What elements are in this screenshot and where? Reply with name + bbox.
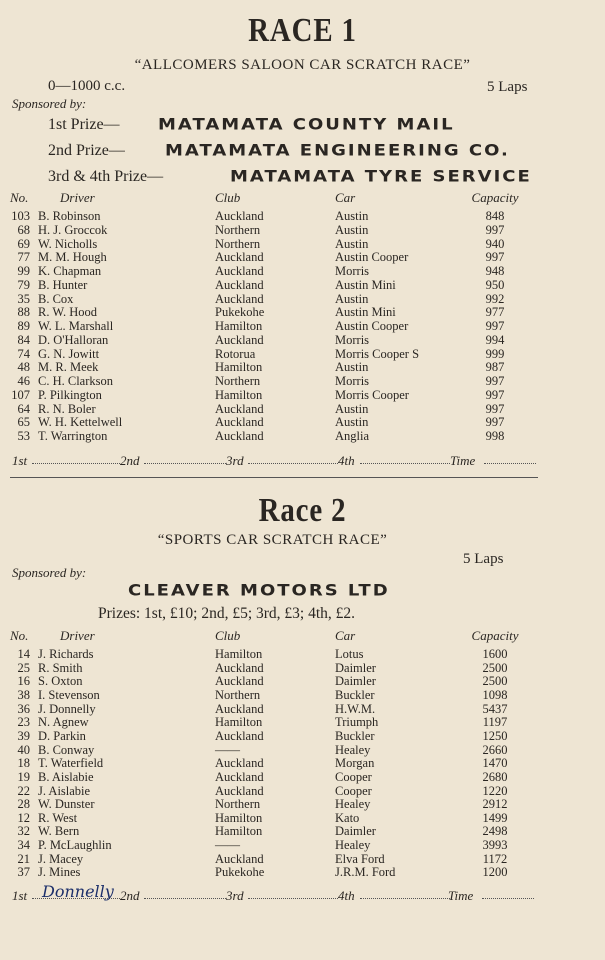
entry-capacity: 994 xyxy=(485,332,505,347)
entry-car: Lotus xyxy=(335,647,364,661)
entry-capacity: 997 xyxy=(485,415,505,430)
entry-driver: B. Aislabie xyxy=(38,769,94,784)
entry-capacity: 999 xyxy=(485,346,505,361)
entry-capacity: 997 xyxy=(485,401,505,416)
column-header-driver: Driver xyxy=(60,628,95,643)
entry-driver: B. Conway xyxy=(38,742,95,757)
race1-header-row xyxy=(0,191,605,205)
entry-number: 48 xyxy=(17,360,30,375)
entry-row xyxy=(0,811,605,825)
entry-row xyxy=(0,661,605,675)
race2-second-field[interactable] xyxy=(144,888,226,899)
race1-title: RACE 1 xyxy=(248,12,357,49)
entry-club: Auckland xyxy=(215,728,264,743)
entry-car: Morgan xyxy=(335,756,375,771)
entry-club: Northern xyxy=(215,374,261,388)
column-header-club: Club xyxy=(215,190,241,205)
entry-number: 14 xyxy=(17,647,30,661)
entry-driver: J. Donnelly xyxy=(38,701,96,716)
race1-second-label: 2nd xyxy=(120,453,140,468)
entry-capacity: 1172 xyxy=(482,851,508,866)
entry-driver: J. Macey xyxy=(38,851,84,866)
race1-first-label: 1st xyxy=(12,453,28,468)
entry-club: Auckland xyxy=(215,769,264,784)
entry-number: 23 xyxy=(17,715,30,730)
prize-1-sponsor: MATAMATA COUNTY MAIL xyxy=(158,115,455,134)
race1-class: 0—1000 c.c. xyxy=(48,78,126,94)
entry-car: Morris xyxy=(335,264,370,278)
entry-car: Austin xyxy=(335,291,369,306)
entry-capacity: 2498 xyxy=(482,824,508,839)
entry-club: Auckland xyxy=(215,250,264,265)
entry-driver: N. Agnew xyxy=(38,715,89,730)
entry-car: Morris Cooper xyxy=(335,387,409,402)
entry-number: 53 xyxy=(17,429,30,443)
entry-row xyxy=(0,250,605,264)
entry-club: Auckland xyxy=(215,291,264,306)
race1-fourth-field[interactable] xyxy=(360,453,450,464)
entry-capacity: 2660 xyxy=(482,742,508,757)
entry-driver: C. H. Clarkson xyxy=(38,374,113,388)
entry-row xyxy=(0,784,605,798)
entry-car: Triumph xyxy=(335,715,379,730)
entry-number: 65 xyxy=(17,415,30,430)
entry-row xyxy=(0,278,605,292)
race2-sponsor: CLEAVER MOTORS LTD xyxy=(128,581,390,600)
entry-driver: W. Bern xyxy=(38,824,80,839)
entry-car: Austin Cooper xyxy=(335,319,409,333)
entry-row xyxy=(0,360,605,374)
entry-number: 16 xyxy=(17,674,30,689)
entry-row xyxy=(0,702,605,716)
entry-club: —— xyxy=(215,742,240,757)
entry-row xyxy=(0,319,605,333)
entry-number: 77 xyxy=(17,250,30,265)
entry-club: Hamilton xyxy=(215,810,263,825)
entry-row xyxy=(0,852,605,866)
entry-club: Auckland xyxy=(215,674,264,689)
entry-club: Hamilton xyxy=(215,824,263,839)
entry-row xyxy=(0,347,605,361)
entry-capacity: 1098 xyxy=(482,687,508,702)
entry-number: 69 xyxy=(17,236,30,251)
entry-row xyxy=(0,415,605,429)
entry-club: Rotorua xyxy=(215,346,256,361)
race1-third-field[interactable] xyxy=(248,453,338,464)
entry-row xyxy=(0,305,605,319)
entry-car: Morris xyxy=(335,374,370,388)
entry-driver: T. Warrington xyxy=(38,429,108,443)
entry-club: Northern xyxy=(215,797,261,812)
race2-third-label: 3rd xyxy=(226,888,244,903)
entry-capacity: 977 xyxy=(485,305,505,320)
column-header-capacity: Capacity xyxy=(471,190,519,205)
entry-number: 39 xyxy=(17,728,30,743)
entry-driver: W. L. Marshall xyxy=(38,319,114,333)
entry-car: Austin Cooper xyxy=(335,250,409,265)
entry-number: 28 xyxy=(17,797,30,812)
entry-club: Hamilton xyxy=(215,647,263,661)
entry-number: 18 xyxy=(17,756,30,771)
race2-fourth-field[interactable] xyxy=(360,888,450,899)
race1-second-field[interactable] xyxy=(144,453,226,464)
prize-2-sponsor: MATAMATA ENGINEERING CO. xyxy=(165,141,510,160)
entry-club: Hamilton xyxy=(215,360,263,375)
race1-fourth-label: 4th xyxy=(338,453,355,468)
entry-number: 36 xyxy=(17,701,30,716)
entry-capacity: 997 xyxy=(485,374,505,388)
entry-row xyxy=(0,824,605,838)
entry-capacity: 1220 xyxy=(482,783,508,798)
entry-driver: R. W. Hood xyxy=(38,305,98,320)
entry-capacity: 1470 xyxy=(482,756,508,771)
entry-number: 25 xyxy=(17,660,30,675)
entry-club: Auckland xyxy=(215,264,264,278)
entry-club: Auckland xyxy=(215,332,264,347)
entry-capacity: 997 xyxy=(485,387,505,402)
entry-car: Buckler xyxy=(335,687,375,702)
entry-row xyxy=(0,647,605,661)
column-header-club: Club xyxy=(215,628,241,643)
entry-number: 46 xyxy=(17,374,30,388)
entry-driver: J. Richards xyxy=(38,647,94,661)
column-header-number: No. xyxy=(10,628,29,643)
column-header-car: Car xyxy=(335,190,356,205)
entry-row xyxy=(0,237,605,251)
entry-club: Pukekohe xyxy=(215,305,265,320)
entry-number: 68 xyxy=(17,222,30,237)
entry-driver: J. Mines xyxy=(38,865,81,880)
entry-row xyxy=(0,743,605,757)
entry-number: 19 xyxy=(17,769,30,784)
entry-number: 12 xyxy=(17,810,30,825)
entry-capacity: 2500 xyxy=(482,660,508,675)
entry-car: Daimler xyxy=(335,660,376,675)
entry-driver: W. Dunster xyxy=(38,797,95,812)
entry-capacity: 997 xyxy=(485,319,505,333)
entry-club: Auckland xyxy=(215,783,264,798)
entry-capacity: 2500 xyxy=(482,674,508,689)
entry-row xyxy=(0,797,605,811)
entry-club: Auckland xyxy=(215,660,264,675)
entry-club: Auckland xyxy=(215,401,264,416)
entry-row xyxy=(0,264,605,278)
entry-row xyxy=(0,402,605,416)
entry-number: 40 xyxy=(17,742,30,757)
entry-car: Elva Ford xyxy=(335,851,385,866)
prize-3-label: 3rd & 4th Prize— xyxy=(48,168,164,185)
entry-capacity: 998 xyxy=(485,429,505,443)
race2-handwritten-winner: Donnelly xyxy=(42,882,114,901)
entry-capacity: 848 xyxy=(485,209,505,223)
entry-club: Auckland xyxy=(215,209,264,223)
entry-car: Austin xyxy=(335,236,369,251)
entry-car: H.W.M. xyxy=(335,701,376,716)
race1-time-field[interactable] xyxy=(484,453,536,464)
race1-subtitle: “ALLCOMERS SALOON CAR SCRATCH RACE” xyxy=(134,57,471,73)
race2-sponsored-by: Sponsored by: xyxy=(12,565,87,580)
entry-row xyxy=(0,688,605,702)
entry-driver: T. Waterfield xyxy=(38,756,104,771)
entry-club: Auckland xyxy=(215,415,264,430)
entry-number: 74 xyxy=(17,346,30,361)
entry-capacity: 948 xyxy=(485,264,505,278)
entry-car: Austin xyxy=(335,209,369,223)
entry-car: Austin xyxy=(335,222,369,237)
entry-car: Healey xyxy=(335,797,371,812)
entry-number: 21 xyxy=(17,851,30,866)
entry-capacity: 997 xyxy=(485,222,505,237)
entry-row xyxy=(0,333,605,347)
entry-club: Auckland xyxy=(215,851,264,866)
entry-number: 22 xyxy=(17,783,30,798)
entry-club: Hamilton xyxy=(215,319,263,333)
entry-car: Austin xyxy=(335,360,369,375)
race1-sponsored-by: Sponsored by: xyxy=(12,96,87,111)
entry-row xyxy=(0,429,605,443)
entry-driver: M. R. Meek xyxy=(38,360,99,375)
entry-club: Hamilton xyxy=(215,387,263,402)
entry-number: 84 xyxy=(17,332,30,347)
entry-driver: W. Nicholls xyxy=(38,236,98,251)
entry-number: 38 xyxy=(17,687,30,702)
entry-driver: R. Smith xyxy=(38,660,83,675)
entry-row xyxy=(0,674,605,688)
entry-driver: R. West xyxy=(38,810,78,825)
race2-prizes: Prizes: 1st, £10; 2nd, £5; 3rd, £3; 4th, £2. xyxy=(98,605,356,622)
entry-row xyxy=(0,292,605,306)
entry-driver: I. Stevenson xyxy=(38,687,100,702)
race2-time-field[interactable] xyxy=(482,888,534,899)
entry-club: Auckland xyxy=(215,429,264,443)
entry-driver: P. McLaughlin xyxy=(38,838,112,853)
column-header-driver: Driver xyxy=(60,190,95,205)
entry-car: Daimler xyxy=(335,674,376,689)
entry-capacity: 997 xyxy=(485,250,505,265)
entry-capacity: 940 xyxy=(485,236,505,251)
section-divider xyxy=(10,477,538,478)
entry-capacity: 1499 xyxy=(482,810,508,825)
prize-3-sponsor: MATAMATA TYRE SERVICE xyxy=(230,167,532,186)
entry-driver: S. Oxton xyxy=(38,674,83,689)
entry-capacity: 5437 xyxy=(482,701,508,716)
entry-number: 64 xyxy=(17,401,30,416)
entry-car: Morris Cooper S xyxy=(335,346,420,361)
entry-row xyxy=(0,374,605,388)
entry-car: Anglia xyxy=(335,429,370,443)
race2-second-label: 2nd xyxy=(120,888,140,903)
entry-capacity: 987 xyxy=(485,360,505,375)
entry-car: Cooper xyxy=(335,769,372,784)
entry-car: Buckler xyxy=(335,728,375,743)
race1-laps: 5 Laps xyxy=(487,79,528,95)
entry-driver: J. Aislabie xyxy=(38,783,91,798)
race2-time-label: Time xyxy=(448,888,474,903)
entry-number: 89 xyxy=(17,319,30,333)
entry-row xyxy=(0,388,605,402)
entry-club: Auckland xyxy=(215,277,264,292)
entry-row xyxy=(0,223,605,237)
entry-capacity: 3993 xyxy=(482,838,508,853)
entry-car: Morris xyxy=(335,332,370,347)
entry-row xyxy=(0,838,605,852)
entry-club: Hamilton xyxy=(215,715,263,730)
entry-driver: W. H. Kettelwell xyxy=(38,415,123,430)
entry-number: 79 xyxy=(17,277,30,292)
entry-driver: B. Robinson xyxy=(38,209,101,223)
entry-club: Auckland xyxy=(215,701,264,716)
entry-row xyxy=(0,770,605,784)
entry-row xyxy=(0,865,605,879)
entry-club: Northern xyxy=(215,687,261,702)
entry-capacity: 950 xyxy=(485,277,505,292)
entry-club: —— xyxy=(215,838,240,853)
entry-capacity: 1197 xyxy=(482,715,508,730)
entry-number: 107 xyxy=(11,387,30,402)
entry-number: 88 xyxy=(17,305,30,320)
entry-capacity: 992 xyxy=(485,291,505,306)
race1-first-field[interactable] xyxy=(32,453,120,464)
entry-driver: B. Cox xyxy=(38,291,74,306)
race1-third-label: 3rd xyxy=(226,453,244,468)
race2-third-field[interactable] xyxy=(248,888,338,899)
entry-driver: H. J. Groccok xyxy=(38,222,108,237)
entry-club: Pukekohe xyxy=(215,865,265,880)
entry-number: 99 xyxy=(17,264,30,278)
entry-driver: R. N. Boler xyxy=(38,401,96,416)
race2-fourth-label: 4th xyxy=(338,888,355,903)
entry-capacity: 1250 xyxy=(482,728,508,743)
entry-driver: M. M. Hough xyxy=(38,250,107,265)
race2-first-label: 1st xyxy=(12,888,28,903)
entry-number: 35 xyxy=(17,291,30,306)
entry-car: Healey xyxy=(335,742,371,757)
entry-number: 34 xyxy=(17,838,30,853)
entry-car: J.R.M. Ford xyxy=(335,865,396,880)
entry-club: Northern xyxy=(215,222,261,237)
entry-club: Northern xyxy=(215,236,261,251)
entry-capacity: 2680 xyxy=(482,769,508,784)
entry-capacity: 1600 xyxy=(482,647,508,661)
race2-subtitle: “SPORTS CAR SCRATCH RACE” xyxy=(157,532,388,548)
entry-capacity: 2912 xyxy=(482,797,508,812)
prize-2-label: 2nd Prize— xyxy=(48,142,125,159)
entry-number: 32 xyxy=(17,824,30,839)
race2-laps: 5 Laps xyxy=(463,551,504,567)
entry-driver: D. Parkin xyxy=(38,728,86,743)
race2-title: Race 2 xyxy=(258,492,347,529)
entry-car: Daimler xyxy=(335,824,376,839)
entry-number: 37 xyxy=(17,865,30,880)
entry-car: Austin Mini xyxy=(335,305,396,320)
entry-row xyxy=(0,209,605,223)
entry-driver: K. Chapman xyxy=(38,264,102,278)
entry-car: Austin xyxy=(335,415,369,430)
race2-header-row xyxy=(0,629,605,643)
entry-row xyxy=(0,756,605,770)
prize-1-label: 1st Prize— xyxy=(48,116,120,133)
entry-car: Austin xyxy=(335,401,369,416)
entry-car: Kato xyxy=(335,810,360,825)
race1-time-label: Time xyxy=(450,453,476,468)
column-header-number: No. xyxy=(10,190,29,205)
entry-driver: P. Pilkington xyxy=(38,387,102,402)
entry-driver: B. Hunter xyxy=(38,277,88,292)
entry-row xyxy=(0,715,605,729)
column-header-car: Car xyxy=(335,628,356,643)
entry-car: Austin Mini xyxy=(335,277,396,292)
entry-row xyxy=(0,729,605,743)
entry-driver: D. O'Halloran xyxy=(38,332,109,347)
entry-driver: G. N. Jowitt xyxy=(38,346,100,361)
entry-number: 103 xyxy=(11,209,30,223)
entry-capacity: 1200 xyxy=(482,865,508,880)
entry-car: Healey xyxy=(335,838,371,853)
entry-club: Auckland xyxy=(215,756,264,771)
column-header-capacity: Capacity xyxy=(471,628,519,643)
entry-car: Cooper xyxy=(335,783,372,798)
